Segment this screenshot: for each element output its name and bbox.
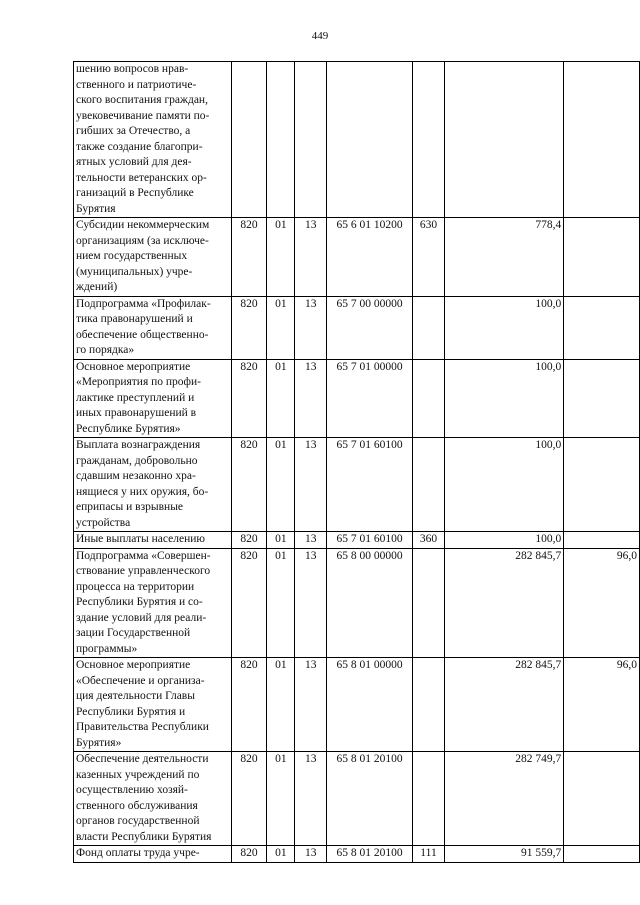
table-row [74,296,640,359]
table-row [74,438,640,532]
sum-cell: 100,0 [444,359,563,438]
table-row [74,658,640,752]
vr-cell [413,296,445,359]
pr-cell: 13 [295,658,327,752]
pr-cell: 13 [295,548,327,658]
ved-cell: 820 [231,548,267,658]
rz-cell [267,62,295,218]
ved-cell: 820 [231,532,267,549]
ved-cell: 820 [231,438,267,532]
sum-cell: 91 559,7 [444,846,563,863]
table-row [74,752,640,846]
row-name: Обеспечение деятельности казенных учреждений по осуществлению хозяй- ственного обслуживания органов государственной власти Республики Бурятия [74,752,232,846]
row-name: Иные выплаты населению [74,532,232,549]
row-name: Подпрограмма «Профилак- тика правонарушений и обеспечение общественно- го порядка» [74,296,232,359]
vr-cell [413,752,445,846]
csr-cell [327,62,413,218]
row-name: Основное мероприятие «Обеспечение и организа- ция деятельности Главы Республики Бурятия и Правительства Республики Бурятия» [74,658,232,752]
percent-cell [564,359,640,438]
rz-cell: 01 [267,359,295,438]
ved-cell [231,62,267,218]
pr-cell: 13 [295,532,327,549]
table-row [74,218,640,297]
ved-cell: 820 [231,296,267,359]
percent-cell: 96,0 [564,658,640,752]
sum-cell [444,62,563,218]
vr-cell [413,548,445,658]
table-row [74,359,640,438]
vr-cell: 630 [413,218,445,297]
csr-cell: 65 7 01 60100 [327,532,413,549]
percent-cell [564,218,640,297]
rz-cell: 01 [267,218,295,297]
rz-cell: 01 [267,658,295,752]
csr-cell: 65 8 01 20100 [327,752,413,846]
pr-cell: 13 [295,218,327,297]
percent-cell [564,62,640,218]
pr-cell: 13 [295,438,327,532]
percent-cell [564,532,640,549]
table-row [74,846,640,863]
pr-cell: 13 [295,752,327,846]
percent-cell [564,296,640,359]
row-name: Основное мероприятие «Мероприятия по профи- лактике преступлений и иных правонарушений в Республике Бурятия» [74,359,232,438]
pr-cell: 13 [295,846,327,863]
row-name: шению вопросов нрав- ственного и патриотиче- ского воспитания граждан, увековечивание памяти по- гибших за Отечество, а также создание благопри- ятных условий для дея- тельности ветеранских ор- ганизаций в Республике Бурятия [74,62,232,218]
csr-cell: 65 8 01 00000 [327,658,413,752]
rz-cell: 01 [267,296,295,359]
vr-cell [413,658,445,752]
percent-cell [564,752,640,846]
csr-cell: 65 7 00 00000 [327,296,413,359]
table-row [74,548,640,658]
csr-cell: 65 8 01 20100 [327,846,413,863]
percent-cell [564,438,640,532]
table-row [74,62,640,218]
pr-cell [295,62,327,218]
sum-cell: 100,0 [444,438,563,532]
rz-cell: 01 [267,532,295,549]
sum-cell: 778,4 [444,218,563,297]
sum-cell: 100,0 [444,296,563,359]
ved-cell: 820 [231,846,267,863]
ved-cell: 820 [231,359,267,438]
rz-cell: 01 [267,438,295,532]
csr-cell: 65 7 01 00000 [327,359,413,438]
row-name: Фонд оплаты труда учре- [74,846,232,863]
sum-cell: 282 749,7 [444,752,563,846]
csr-cell: 65 6 01 10200 [327,218,413,297]
page-number: 449 [311,30,329,42]
ved-cell: 820 [231,658,267,752]
rz-cell: 01 [267,846,295,863]
csr-cell: 65 8 00 00000 [327,548,413,658]
row-name: Подпрограмма «Совершен- ствование управленческого процесса на территории Республики Бурятия и со- здание условий для реали- зации Государственной программы» [74,548,232,658]
vr-cell: 111 [413,846,445,863]
pr-cell: 13 [295,359,327,438]
rz-cell: 01 [267,752,295,846]
vr-cell [413,62,445,218]
table-row [74,532,640,549]
percent-cell: 96,0 [564,548,640,658]
sum-cell: 282 845,7 [444,548,563,658]
csr-cell: 65 7 01 60100 [327,438,413,532]
vr-cell: 360 [413,532,445,549]
ved-cell: 820 [231,218,267,297]
ved-cell: 820 [231,752,267,846]
sum-cell: 282 845,7 [444,658,563,752]
rz-cell: 01 [267,548,295,658]
budget-table [73,61,640,863]
pr-cell: 13 [295,296,327,359]
percent-cell [564,846,640,863]
row-name: Субсидии некоммерческим организациям (за исключе- нием государственных (муниципальных) учре- ждений) [74,218,232,297]
vr-cell [413,359,445,438]
row-name: Выплата вознаграждения гражданам, добровольно сдавшим незаконно хра- нящиеся у них оружия, бо- еприпасы и взрывные устройства [74,438,232,532]
vr-cell [413,438,445,532]
sum-cell: 100,0 [444,532,563,549]
